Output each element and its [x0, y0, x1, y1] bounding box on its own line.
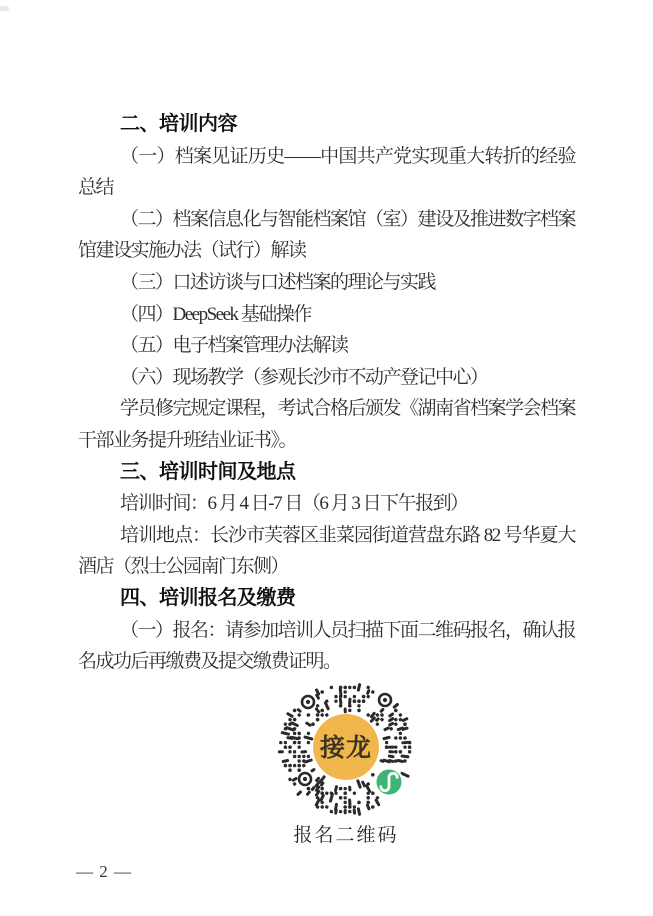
qr-center-label: 接龙 [319, 734, 373, 762]
paragraph-line: 学员修完规定课程，考试合格后颁发《湖南省档案学会档案 [120, 398, 576, 420]
section-heading: 三、培训时间及地点 [120, 460, 296, 483]
paragraph-line: （三）口述访谈与口述档案的理论与实践 [120, 271, 436, 293]
paragraph-line: （六）现场教学（参观长沙市不动产登记中心） [120, 366, 488, 388]
paragraph-line: （二）档案信息化与智能档案馆（室）建设及推进数字档案 [120, 208, 576, 230]
paragraph-line: 干部业务提升班结业证书》。 [78, 429, 297, 451]
paragraph-line: （一）档案见证历史——中国共产党实现重大转折的经验 [120, 145, 575, 167]
document-body [78, 109, 575, 678]
qr-caption: 报名二维码 [293, 825, 399, 846]
scan-artifact [0, 6, 9, 11]
section-heading: 四、培训报名及缴费 [120, 586, 296, 609]
paragraph-line: 培训地点：长沙市芙蓉区韭菜园街道营盘东路 82 号华夏大 [120, 524, 575, 546]
paragraph-line: 酒店（烈士公园南门东侧） [78, 556, 289, 578]
paragraph-line: 培训时间：6 月 4 日-7 日（6 月 3 日下午报到） [120, 493, 468, 515]
section-heading: 二、培训内容 [120, 113, 237, 135]
paragraph-line: 名成功后再缴费及提交缴费证明。 [78, 651, 341, 673]
paragraph-line: 馆建设实施办法（试行）解读 [78, 240, 306, 262]
paragraph-line: 总结 [78, 177, 114, 199]
registration-qr-code [278, 680, 414, 816]
paragraph-line: （四）DeepSeek 基础操作 [120, 303, 311, 325]
paragraph-line: （五）电子档案管理办法解读 [120, 335, 348, 357]
page-number: — 2 — [76, 862, 132, 881]
qr-section [278, 680, 414, 847]
paragraph-line: （一）报名：请参加培训人员扫描下面二维码报名，确认报 [120, 619, 576, 641]
